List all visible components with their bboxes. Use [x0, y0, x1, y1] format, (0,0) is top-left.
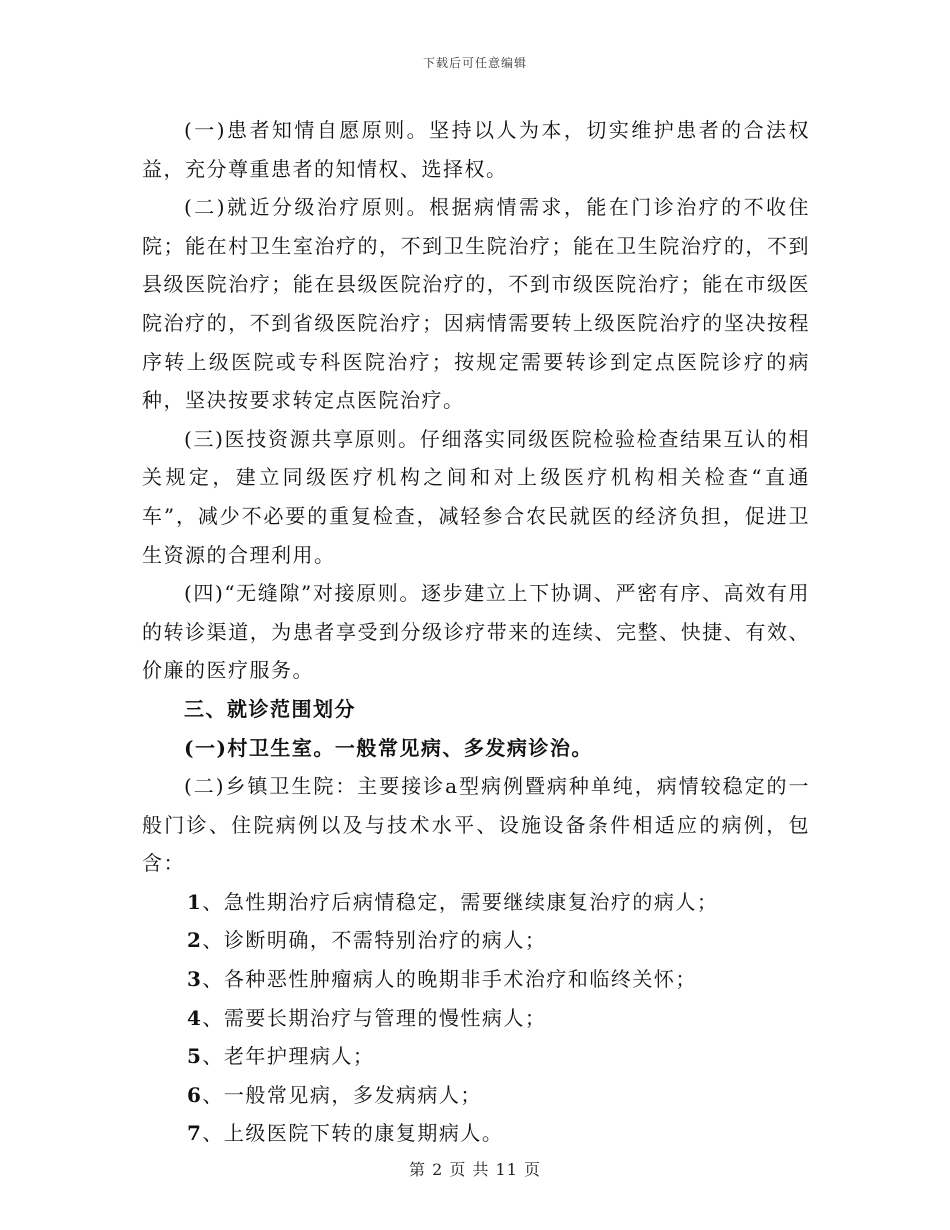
list-item-number: 4	[187, 1005, 203, 1030]
page-header-note: 下载后可任意编辑	[422, 56, 527, 70]
section-heading: 三、就诊范围划分	[184, 696, 356, 721]
list-item-number: 2	[187, 928, 203, 953]
list-item-text: 、老年护理病人；	[202, 1044, 375, 1069]
list-item-number: 1	[187, 889, 203, 914]
list-item-number: 7	[187, 1121, 203, 1146]
list-item-text: 、各种恶性肿瘤病人的晚期非手术治疗和临终关怀；	[202, 967, 697, 992]
list-item	[142, 960, 810, 999]
list-item-text: 、上级医院下转的康复期病人。	[202, 1121, 504, 1146]
paragraph-resource-sharing: (三)医技资源共享原则。仔细落实同级医院检验检查结果互认的相关规定，建立同级医疗机构之间和对上级医疗机构相关检查“直通车”，减少不必要的重复检查，减轻参合农民就医的经济负担，促进卫生资源的合理利用。	[142, 426, 810, 567]
paragraph-township-hospital: (二)乡镇卫生院：主要接诊a型病例暨病种单纯，病情较稳定的一般门诊、住院病例以及与技术水平、设施设备条件相适应的病例，包含：	[142, 774, 810, 876]
list-item-number: 6	[187, 1082, 203, 1107]
paragraph-seamless-referral: (四)“无缝隙”对接原则。逐步建立上下协调、严密有序、高效有用的转诊渠道，为患者享受到分级诊疗带来的连续、完整、快捷、有效、价廉的医疗服务。	[142, 581, 810, 683]
sub-heading-village-clinic: (一)村卫生室。一般常见病、多发病诊治。	[184, 735, 593, 760]
list-item-number: 5	[187, 1044, 203, 1069]
list-item	[142, 1114, 810, 1153]
paragraph-patient-consent: (一)患者知情自愿原则。坚持以人为本，切实维护患者的合法权益，充分尊重患者的知情权、选择权。	[142, 118, 810, 181]
list-item-text: 、急性期治疗后病情稳定，需要继续康复治疗的病人；	[202, 889, 719, 914]
list-item-text: 、一般常见病，多发病病人；	[202, 1082, 482, 1107]
list-item	[142, 999, 810, 1038]
list-item	[142, 1076, 810, 1115]
document-body	[142, 111, 810, 1153]
paragraph-tiered-treatment: (二)就近分级治疗原则。根据病情需求，能在门诊治疗的不收住院；能在村卫生室治疗的，不到卫生院治疗；能在卫生院治疗的，不到县级医院治疗；能在县级医院治疗的，不到市级医院治疗；能在市级医院治疗的，不到省级医院治疗；因病情需要转上级医院治疗的坚决按程序转上级医院或专科医院治疗；按规定需要转诊到定点医院诊疗的病种，坚决按要求转定点医院治疗。	[142, 195, 810, 413]
list-item-number: 3	[187, 967, 203, 992]
list-item	[142, 1037, 810, 1076]
list-item	[142, 883, 810, 922]
page-number-footer: 第 2 页 共 11 页	[409, 1160, 541, 1179]
list-item	[142, 921, 810, 960]
list-item-text: 、需要长期治疗与管理的慢性病人；	[202, 1005, 547, 1030]
list-item-text: 、诊断明确，不需特别治疗的病人；	[202, 928, 547, 953]
